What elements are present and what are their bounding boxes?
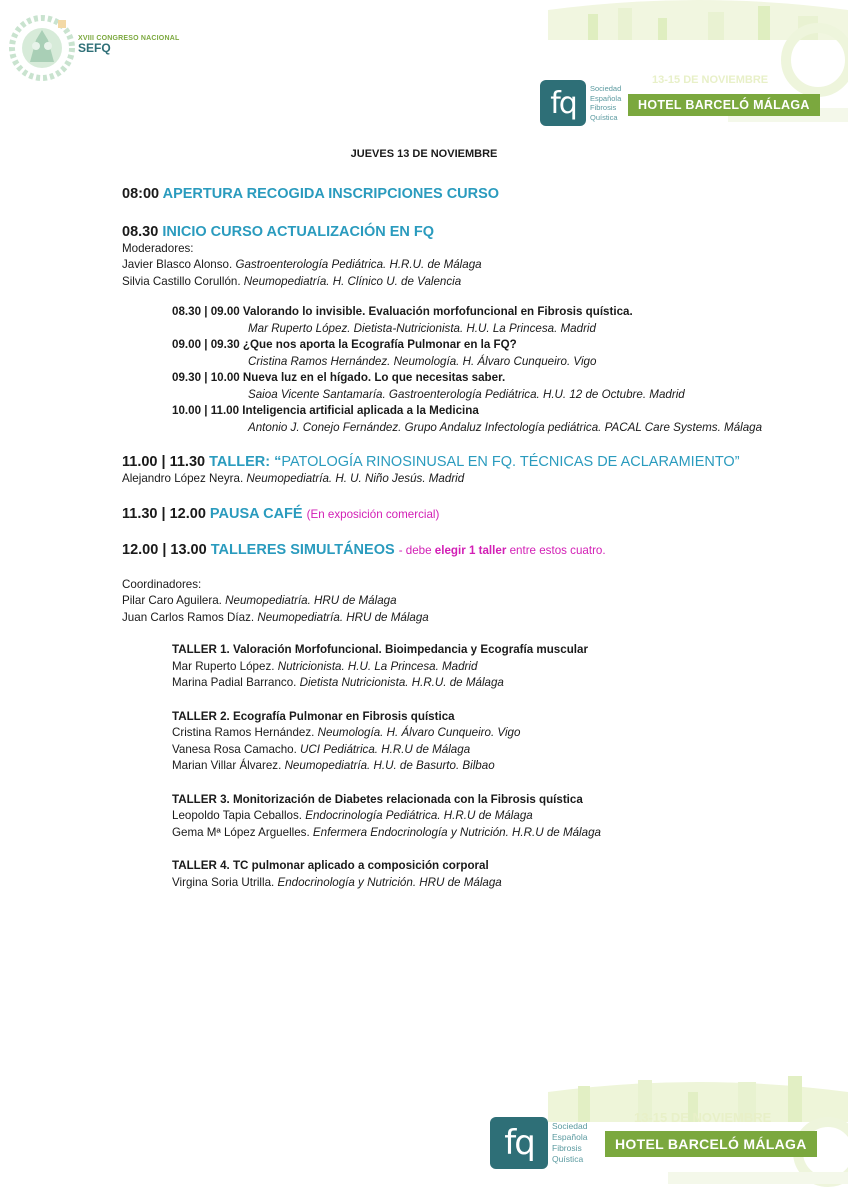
talk-speaker: Saioa Vicente Santamaría. Gastroenterología Pediátrica. H.U. 12 de Octubre. Madrid [248, 387, 685, 401]
hotel-banner-bottom: HOTEL BARCELÓ MÁLAGA [605, 1131, 817, 1157]
talk-title: 08.30 | 09.00 Valorando lo invisible. Evaluación morfofuncional en Fibrosis quística. [172, 305, 633, 318]
break-time: 11.30 | 12.00 [122, 505, 206, 522]
course-heading [122, 223, 812, 241]
opening-time: 08:00 [122, 185, 160, 202]
congress-name [78, 35, 179, 55]
day-title: JUEVES 13 DE NOVIEMBRE [350, 148, 498, 160]
talk-speaker: Mar Ruperto López. Dietista-Nutricionista. H.U. La Princesa. Madrid [248, 321, 596, 335]
opening-heading [122, 185, 812, 203]
taller-title: TALLER 1. Valoración Morfofuncional. Bioimpedancia y Ecografía muscular [172, 643, 588, 656]
talk-list [172, 304, 812, 436]
moderator-item: Javier Blasco Alonso. Gastroenterología Pediátrica. H.R.U. de Málaga [122, 258, 482, 271]
taller-person: Mar Ruperto López. Nutricionista. H.U. La Princesa. Madrid [172, 659, 478, 673]
workshop-time: 11.00 | 11.30 [122, 454, 206, 470]
event-dates-top: 13-15 DE NOVIEMBRE [652, 74, 769, 86]
course-time: 08.30 [122, 223, 159, 240]
workshop-speaker: Alejandro López Neyra. Neumopediatría. H. U. Niño Jesús. Madrid [122, 472, 465, 485]
coordinator-item: Pilar Caro Aguilera. Neumopediatría. HRU de Málaga [122, 594, 397, 607]
congress-line2: SEFQ [78, 41, 111, 55]
taller-person: Vanesa Rosa Camacho. UCI Pediátrica. H.R.U de Málaga [172, 742, 471, 756]
talk-title: 09.00 | 09.30 ¿Que nos aporta la Ecografía Pulmonar en la FQ? [172, 338, 517, 351]
taller-title: TALLER 4. TC pulmonar aplicado a composición corporal [172, 859, 489, 872]
taller-list [172, 642, 812, 891]
taller-person: Gema Mª López Arguelles. Enfermera Endocrinología y Nutrición. H.R.U de Málaga [172, 825, 601, 839]
talk-title: 10.00 | 11.00 Inteligencia artificial aplicada a la Medicina [172, 404, 479, 417]
workshop-heading [122, 453, 812, 471]
taller-person: Marina Padial Barranco. Dietista Nutricionista. H.R.U. de Málaga [172, 676, 504, 689]
opening-title: APERTURA RECOGIDA INSCRIPCIONES CURSO [162, 185, 500, 202]
workshop-title: PATOLOGÍA RINOSINUSAL EN FQ. TÉCNICAS DE ACLARAMIENTO” [281, 454, 740, 470]
break-note: (En exposición comercial) [306, 507, 440, 521]
taller-person: Cristina Ramos Hernández. Neumología. H. Álvaro Cunqueiro. Vigo [172, 726, 521, 739]
coordinator-item: Juan Carlos Ramos Díaz. Neumopediatría. HRU de Málaga [122, 610, 429, 624]
taller-person: Marian Villar Álvarez. Neumopediatría. H.U. de Basurto. Bilbao [172, 759, 495, 772]
fq-logo-mark-bottom: fq [490, 1117, 548, 1169]
moderators-label: Moderadores: [122, 241, 194, 255]
sefq-society-logo-top [540, 80, 621, 126]
sefq-society-logo-bottom [490, 1117, 587, 1169]
break-title: PAUSA CAFÉ [209, 505, 303, 522]
congress-line1: XVIII CONGRESO NACIONAL [78, 35, 180, 42]
simultaneous-note: - debe elegir 1 taller entre estos cuatro. [398, 543, 606, 557]
program-content [122, 146, 812, 891]
talk-speaker: Antonio J. Conejo Fernández. Grupo Andaluz Infectología pediátrica. PACAL Care Systems. Málaga [248, 420, 763, 434]
simultaneous-time: 12.00 | 13.00 [122, 541, 207, 558]
moderator-item: Silvia Castillo Corullón. Neumopediatría. H. Clínico U. de Valencia [122, 274, 462, 288]
society-name-bottom: Sociedad Española Fibrosis Quística [552, 1121, 588, 1164]
course-title: INICIO CURSO ACTUALIZACIÓN EN FQ [162, 223, 435, 240]
fq-logo-mark: fq [540, 80, 586, 126]
talk-title: 09.30 | 10.00 Nueva luz en el hígado. Lo que necesitas saber. [172, 371, 506, 384]
simultaneous-heading [122, 541, 812, 560]
talk-speaker: Cristina Ramos Hernández. Neumología. H. Álvaro Cunqueiro. Vigo [248, 354, 597, 368]
simultaneous-title: TALLERES SIMULTÁNEOS [210, 541, 395, 558]
workshop-label: TALLER: “ [209, 454, 282, 470]
hotel-banner-top: HOTEL BARCELÓ MÁLAGA [628, 94, 820, 116]
break-heading [122, 505, 812, 524]
taller-person: Virgina Soria Utrilla. Endocrinología y Nutrición. HRU de Málaga [172, 875, 502, 889]
society-name: Sociedad Española Fibrosis Quística [590, 84, 622, 122]
taller-title: TALLER 3. Monitorización de Diabetes relacionada con la Fibrosis quística [172, 792, 583, 806]
coordinators-label: Coordinadores: [122, 577, 202, 591]
taller-title: TALLER 2. Ecografía Pulmonar en Fibrosis quística [172, 709, 455, 723]
event-dates-bottom: 13-15 DE NOVIEMBRE [634, 1110, 772, 1125]
taller-person: Leopoldo Tapia Ceballos. Endocrinología Pediátrica. H.R.U de Málaga [172, 809, 533, 822]
